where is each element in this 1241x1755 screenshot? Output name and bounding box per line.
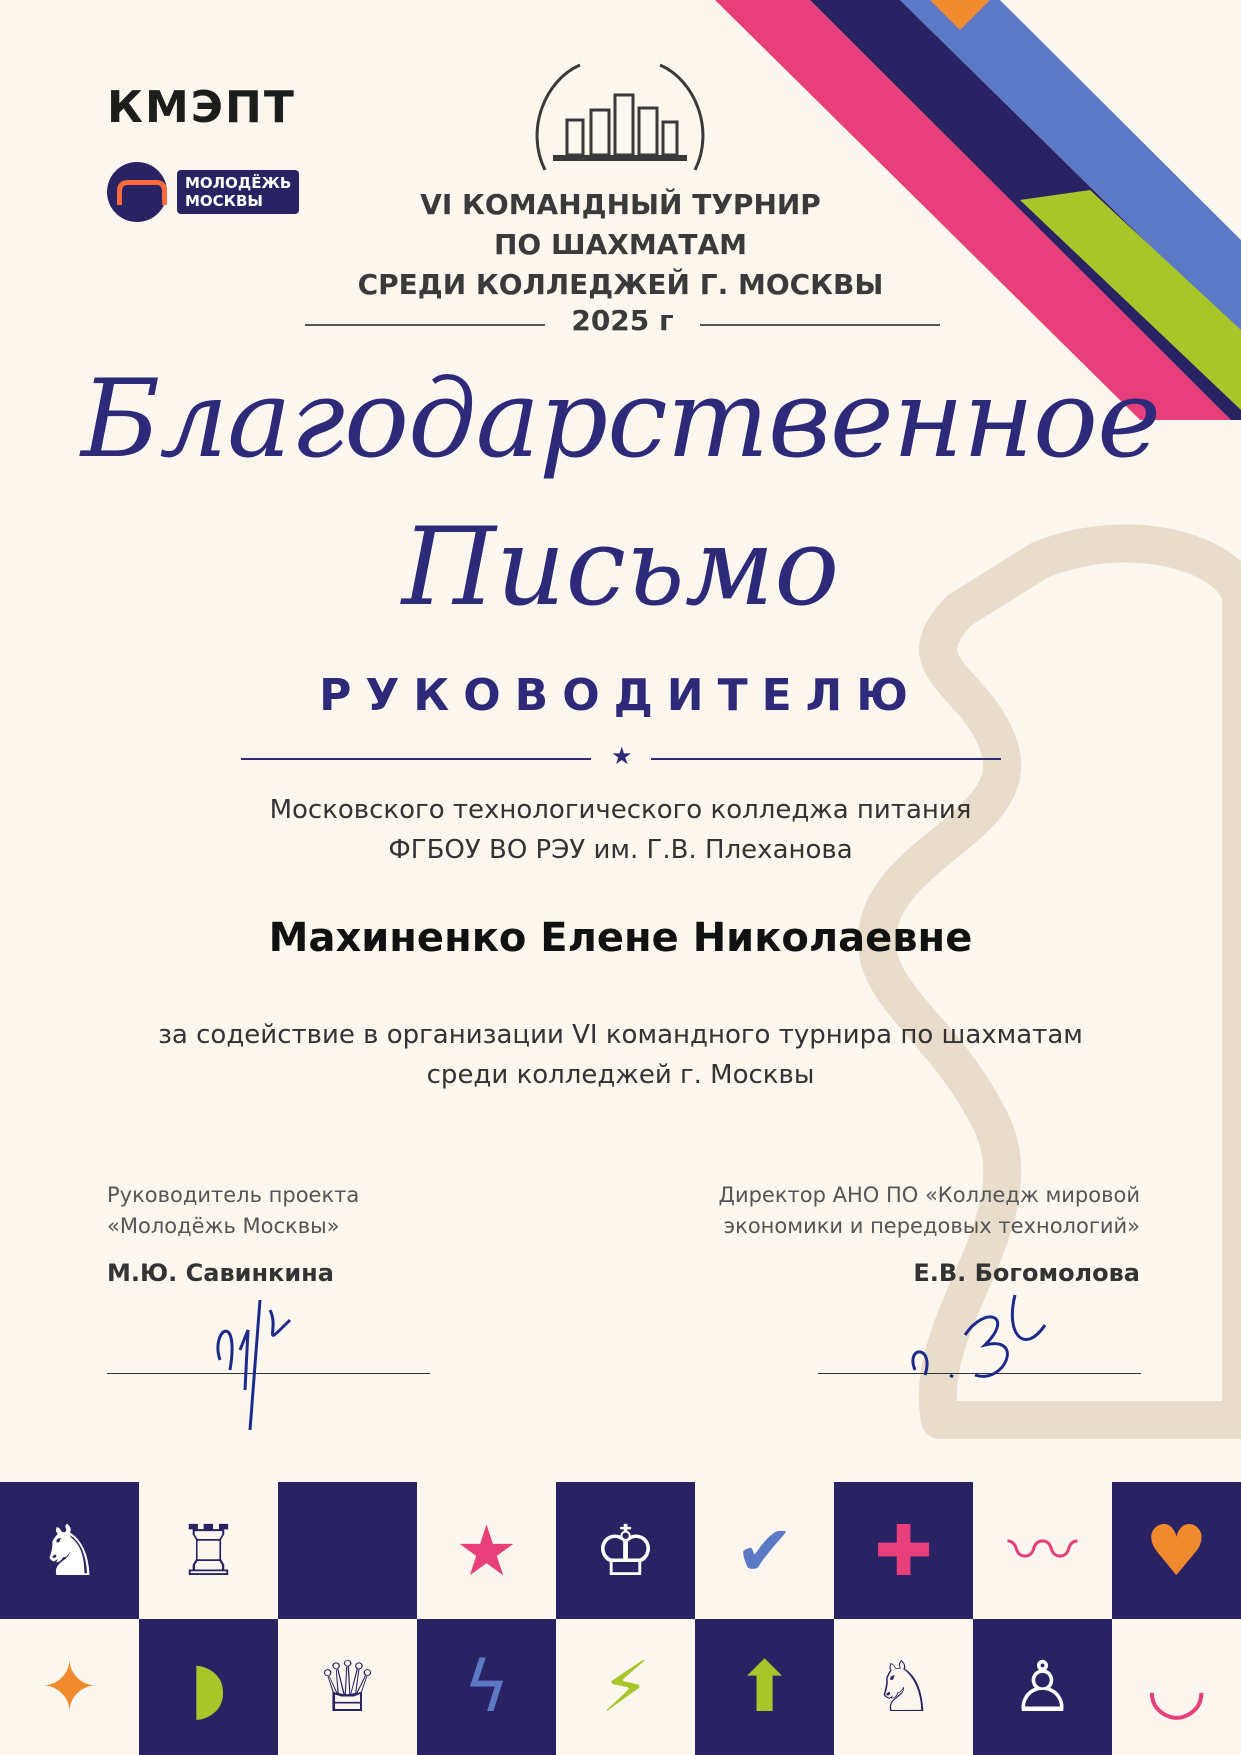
grid-cell: [1112, 1619, 1241, 1755]
reason-line-2: среди колледжей г. Москвы: [426, 1060, 815, 1090]
signatory-right: [640, 1180, 1140, 1289]
reason-line-1: за содействие в организации VI командного турнира по шахматам: [158, 1020, 1083, 1050]
grid-cell: [139, 1482, 278, 1619]
signatory-left-title-1: Руководитель проекта: [107, 1183, 360, 1207]
sparkle-icon: ✦: [40, 1646, 99, 1728]
grid-cell: [695, 1482, 834, 1619]
grid-cell: [417, 1482, 556, 1619]
chess-laurel-emblem: [525, 60, 715, 180]
grid-cell: [0, 1482, 139, 1619]
grid-cell: [0, 1619, 139, 1755]
grid-cell: [973, 1619, 1112, 1755]
pawn-icon: ♙: [1011, 1646, 1074, 1728]
tournament-title-line-1: VI КОМАНДНЫЙ ТУРНИР: [420, 188, 821, 221]
signature-left: [210, 1290, 310, 1440]
lightning-icon: ϟ: [463, 1646, 510, 1728]
checkmark-icon: ✔: [735, 1509, 794, 1592]
signatory-right-name: Е.В. Богомолова: [913, 1259, 1140, 1287]
arrow-up-icon: ⬆: [735, 1646, 794, 1728]
heart-icon: ♥: [1145, 1509, 1208, 1592]
grid-cell: [834, 1482, 973, 1619]
grid-cell: [278, 1482, 417, 1619]
knight-icon: ♞: [38, 1509, 101, 1592]
icon-grid: [0, 1482, 1241, 1755]
signature-right: [905, 1285, 1065, 1395]
star-icon: ★: [611, 742, 633, 770]
organization-line-1: Московского технологического колледжа питания: [269, 795, 972, 825]
kmept-logo: [107, 82, 296, 133]
rook-icon: ♖: [177, 1509, 240, 1592]
kmept-logo-text: КМЭПТ: [107, 82, 296, 133]
tournament-title-line-3: СРЕДИ КОЛЛЕДЖЕЙ Г. МОСКВЫ: [357, 268, 884, 301]
smile-icon: ◡: [1145, 1646, 1208, 1728]
logo-line-1: МОЛОДЁЖЬ: [185, 174, 292, 192]
tournament-title: [0, 185, 1241, 305]
king-icon: ♔: [594, 1509, 657, 1592]
knight-icon: ♘: [872, 1646, 935, 1728]
signatory-right-title-1: Директор АНО ПО «Колледж мировой: [718, 1183, 1140, 1207]
tournament-year: 2025 г: [571, 304, 674, 337]
star-icon: ★: [455, 1509, 518, 1592]
grid-cell: [834, 1619, 973, 1755]
reason: [0, 1015, 1241, 1095]
tournament-title-line-2: ПО ШАХМАТАМ: [494, 228, 747, 261]
quarter-circle-icon: ◗: [190, 1646, 227, 1728]
signatory-right-title-2: экономики и передовых технологий»: [723, 1214, 1140, 1238]
heading-line-1: Благодарственное: [81, 357, 1160, 482]
tournament-year-row: [305, 304, 940, 344]
organization: [0, 790, 1241, 870]
star-divider: [241, 742, 1001, 770]
grid-cell: [417, 1619, 556, 1755]
recipient-role: РУКОВОДИТЕЛЮ: [319, 670, 922, 721]
organization-line-2: ФГБОУ ВО РЭУ им. Г.В. Плеханова: [388, 835, 853, 865]
grid-cell: [556, 1482, 695, 1619]
person-name: Махиненко Елене Николаевне: [268, 915, 973, 961]
signatory-left: [107, 1180, 467, 1289]
signatory-left-name: М.Ю. Савинкина: [107, 1259, 334, 1287]
divider-line-left: [241, 758, 591, 760]
grid-cell: [139, 1619, 278, 1755]
queen-icon: ♕: [316, 1646, 379, 1728]
runner-icon: ⚡: [600, 1646, 651, 1728]
heading-line-2: Письмо: [401, 505, 840, 630]
grid-cell: [278, 1619, 417, 1755]
puzzle-icon: ✚: [874, 1509, 933, 1592]
signatory-left-title-2: «Молодёжь Москвы»: [107, 1214, 340, 1238]
logo-line-2: МОСКВЫ: [185, 192, 263, 210]
grid-cell: [1112, 1482, 1241, 1619]
wave-icon: 〰: [1007, 1509, 1078, 1592]
grid-cell: [556, 1619, 695, 1755]
grid-cell: [695, 1619, 834, 1755]
divider-line-right: [651, 758, 1001, 760]
grid-cell: [973, 1482, 1112, 1619]
